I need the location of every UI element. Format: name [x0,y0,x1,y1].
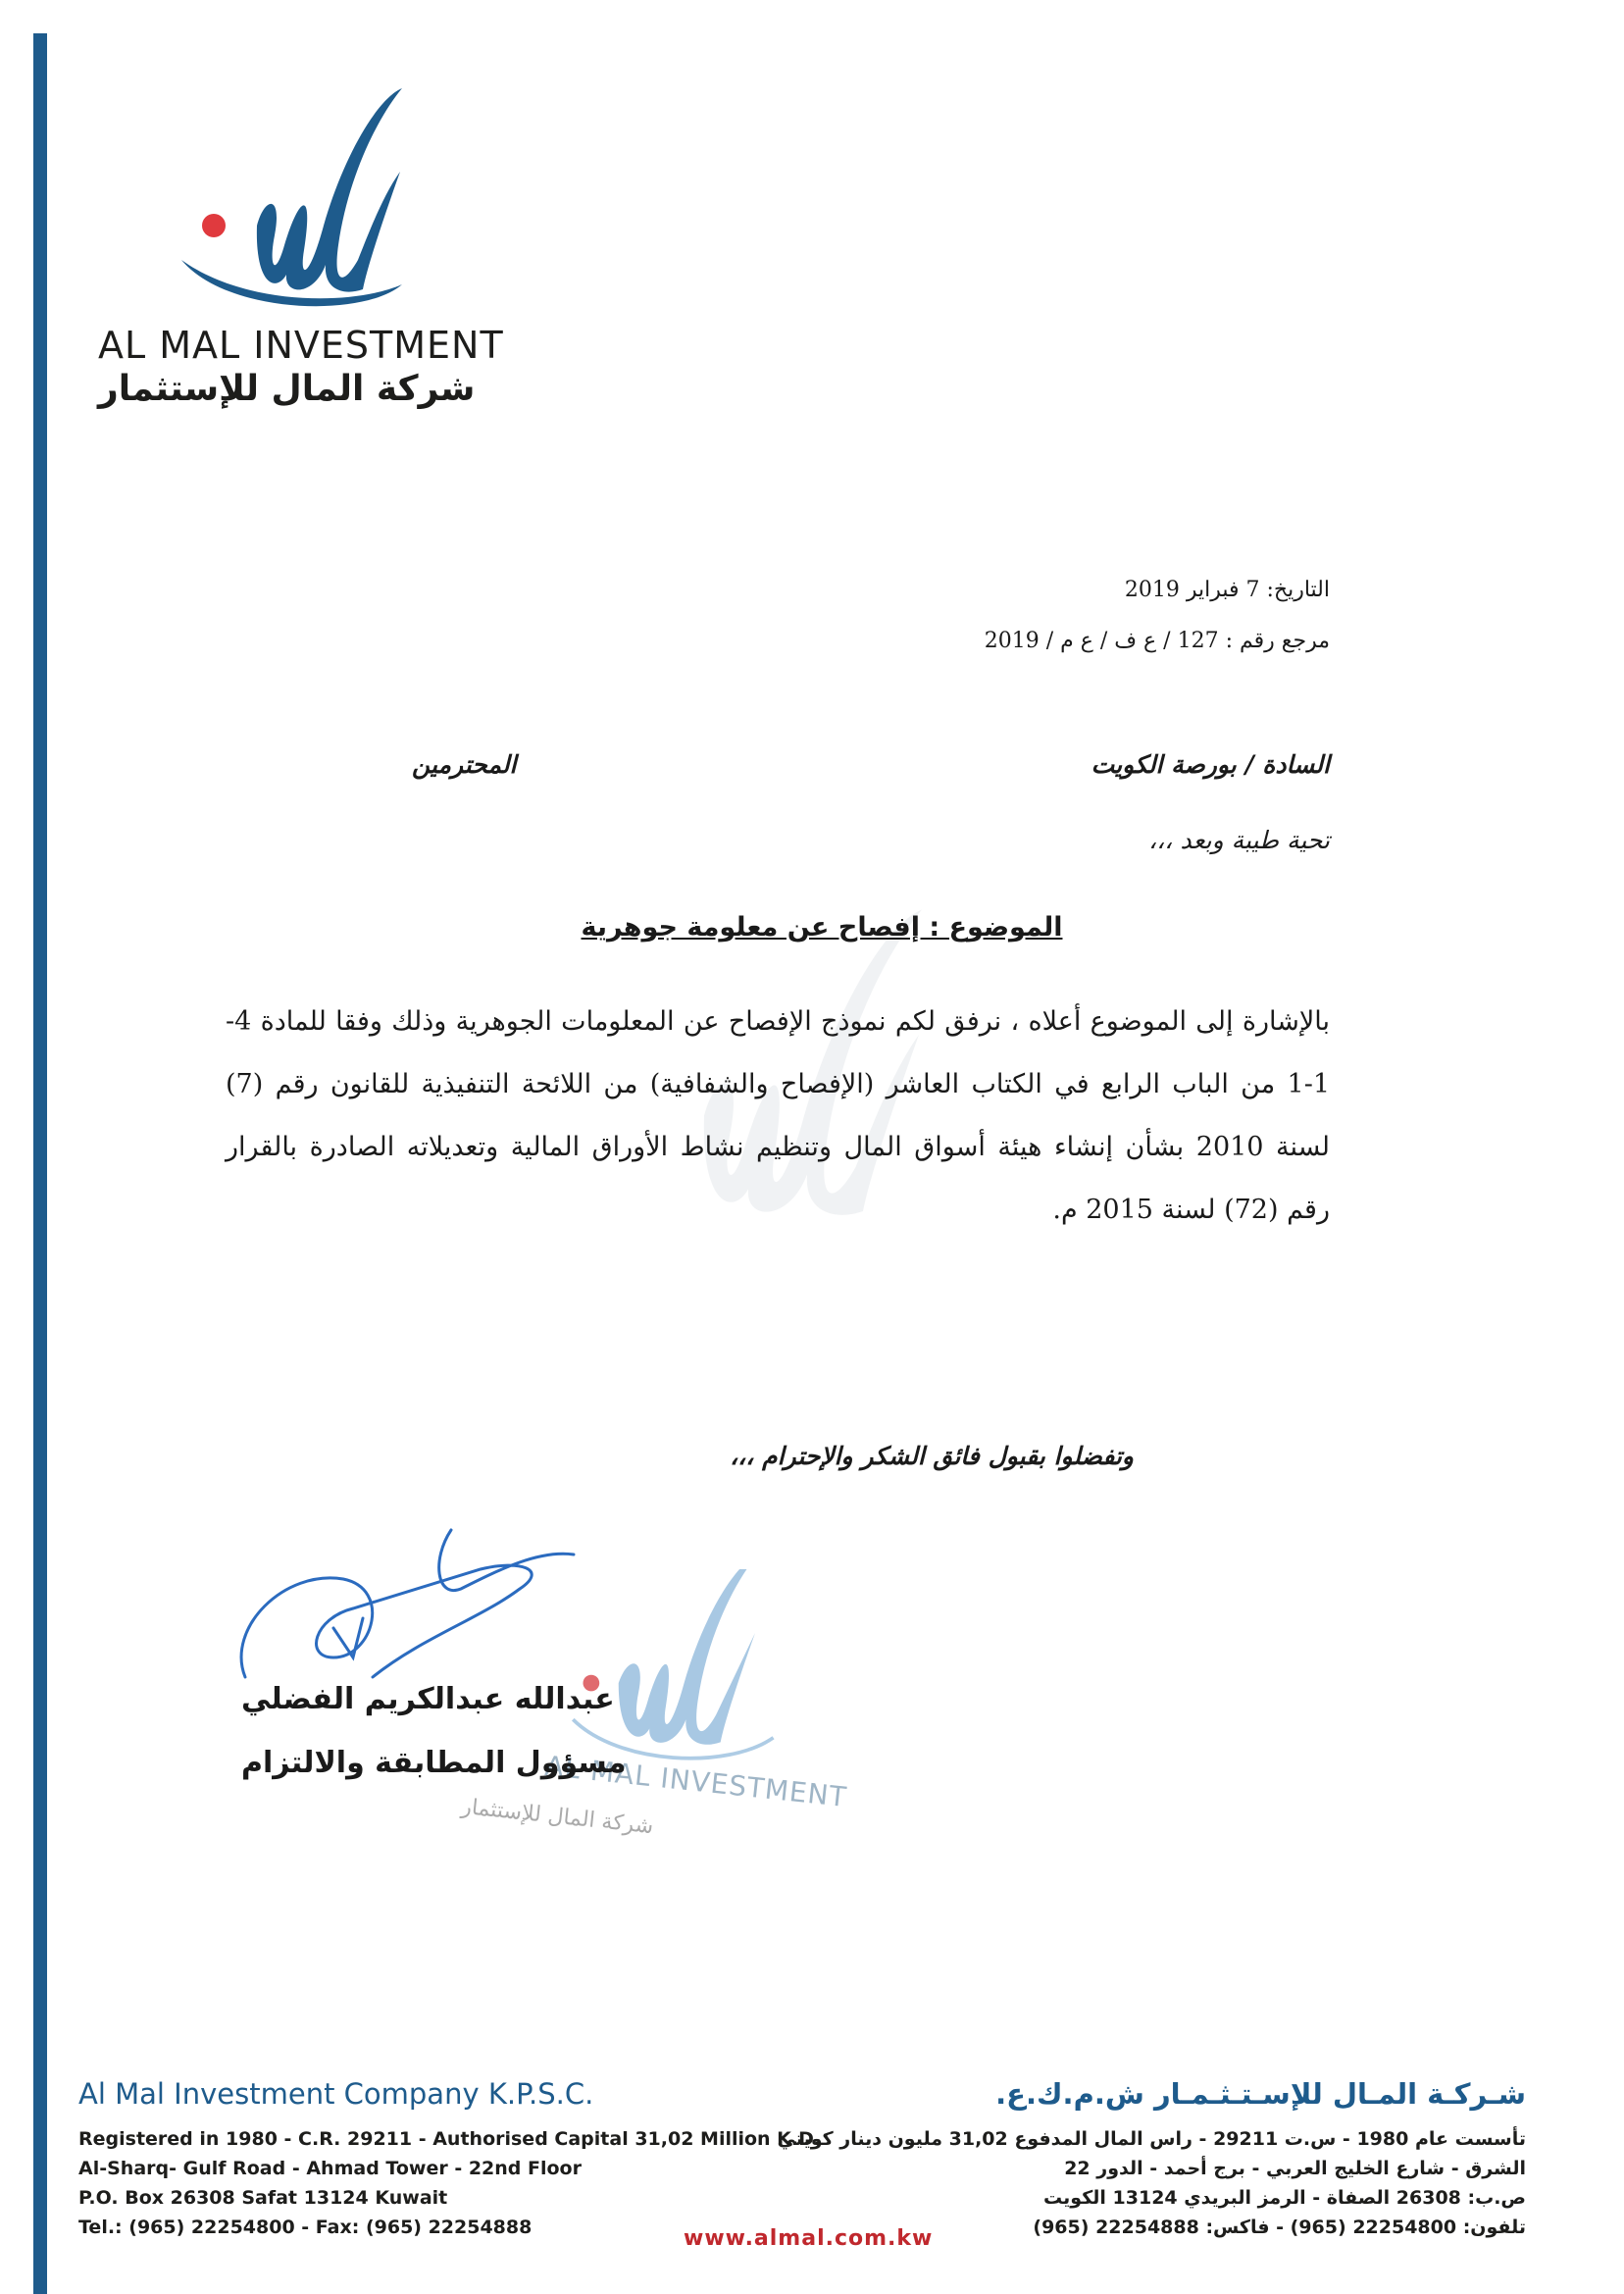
footer-company-name-en: Al Mal Investment Company K.P.S.C. [78,2077,594,2111]
footer-company-name-ar: شـركـة المـال للإسـتـثـمـار ش.م.ك.ع. [995,2077,1526,2111]
footer-line-ar: الشرق - شارع الخليج العربي - برج أحمد - الدور 22 [1064,2158,1526,2179]
stamp-text-en: AL MAL INVESTMENT [543,1749,849,1814]
company-logo [98,78,510,412]
footer-arabic [778,2077,1526,2242]
footer-line-ar: ص.ب: 26308 الصفاة - الرمز البريدي 13124 الكويت [1043,2187,1526,2209]
letter-reference: مرجع رقم : 127 / ع ف / ع م / 2019 [984,629,1330,653]
closing-line: وتفضلوا بقبول فائق الشكر والإحترام ،،، [730,1442,1134,1470]
footer-line-en: Tel.: (965) 22254800 - Fax: (965) 22254888 [78,2217,533,2238]
left-brand-bar [33,33,47,2294]
footer-line-en: P.O. Box 26308 Safat 13124 Kuwait [78,2187,448,2209]
addressee [412,750,1330,799]
stamp-text-ar: شركة المال للإستثمار [460,1794,655,1840]
letter-date: التاريخ: 7 فبراير 2019 [1124,578,1330,602]
signatory-name: عبدالله عبدالكريم الفضلي [241,1682,615,1716]
footer-line-ar: تأسست عام 1980 - س.ت 29211 - راس المال المدفوع 31,02 مليون دينار كويتي [777,2128,1526,2150]
footer-line-ar: تلفون: 22254800 (965) - فاكس: 22254888 (965) [1033,2217,1526,2238]
logo-text-ar: شركة المال للإستثمار [98,369,476,409]
footer-english [78,2077,821,2242]
letter-body: بالإشارة إلى الموضوع أعلاه ، نرفق لكم نموذج الإفصاح عن المعلومات الجوهرية وذلك وفقا للمادة 4-1-1 من الباب الرابع في الكتاب العاشر (الإفصاح والشفافية) من اللائحة التنفيذية للقانون رقم (7) لسنة 2010 بشأن إنشاء هيئة أسواق المال وتنظيم نشاط الأوراق المالية وتعديلاته الصادرة بالقرار رقم (72) لسنة 2015 م. [226,1006,1330,1225]
greeting: تحية طيبة وبعد ،،، [1148,826,1330,854]
footer-line-en: Registered in 1980 - C.R. 29211 - Authorised Capital 31,02 Million K.D. [78,2128,822,2150]
logo-mark-icon [167,78,441,324]
logo-text-en: AL MAL INVESTMENT [98,324,504,367]
subject-line [0,912,1624,943]
addressee-name: السادة / بورصة الكويت [1091,750,1330,779]
footer-line-en: Al-Sharq- Gulf Road - Ahmad Tower - 22nd Floor [78,2158,582,2179]
addressee-honorific: المحترمين [412,750,517,779]
signatory-title: مسؤول المطابقة والالتزام [241,1746,627,1780]
subject-text: الموضوع : إفصاح عن معلومة جوهرية [581,912,1063,943]
footer-website-link[interactable]: www.almal.com.kw [684,2226,934,2251]
letter-meta [985,565,1330,667]
